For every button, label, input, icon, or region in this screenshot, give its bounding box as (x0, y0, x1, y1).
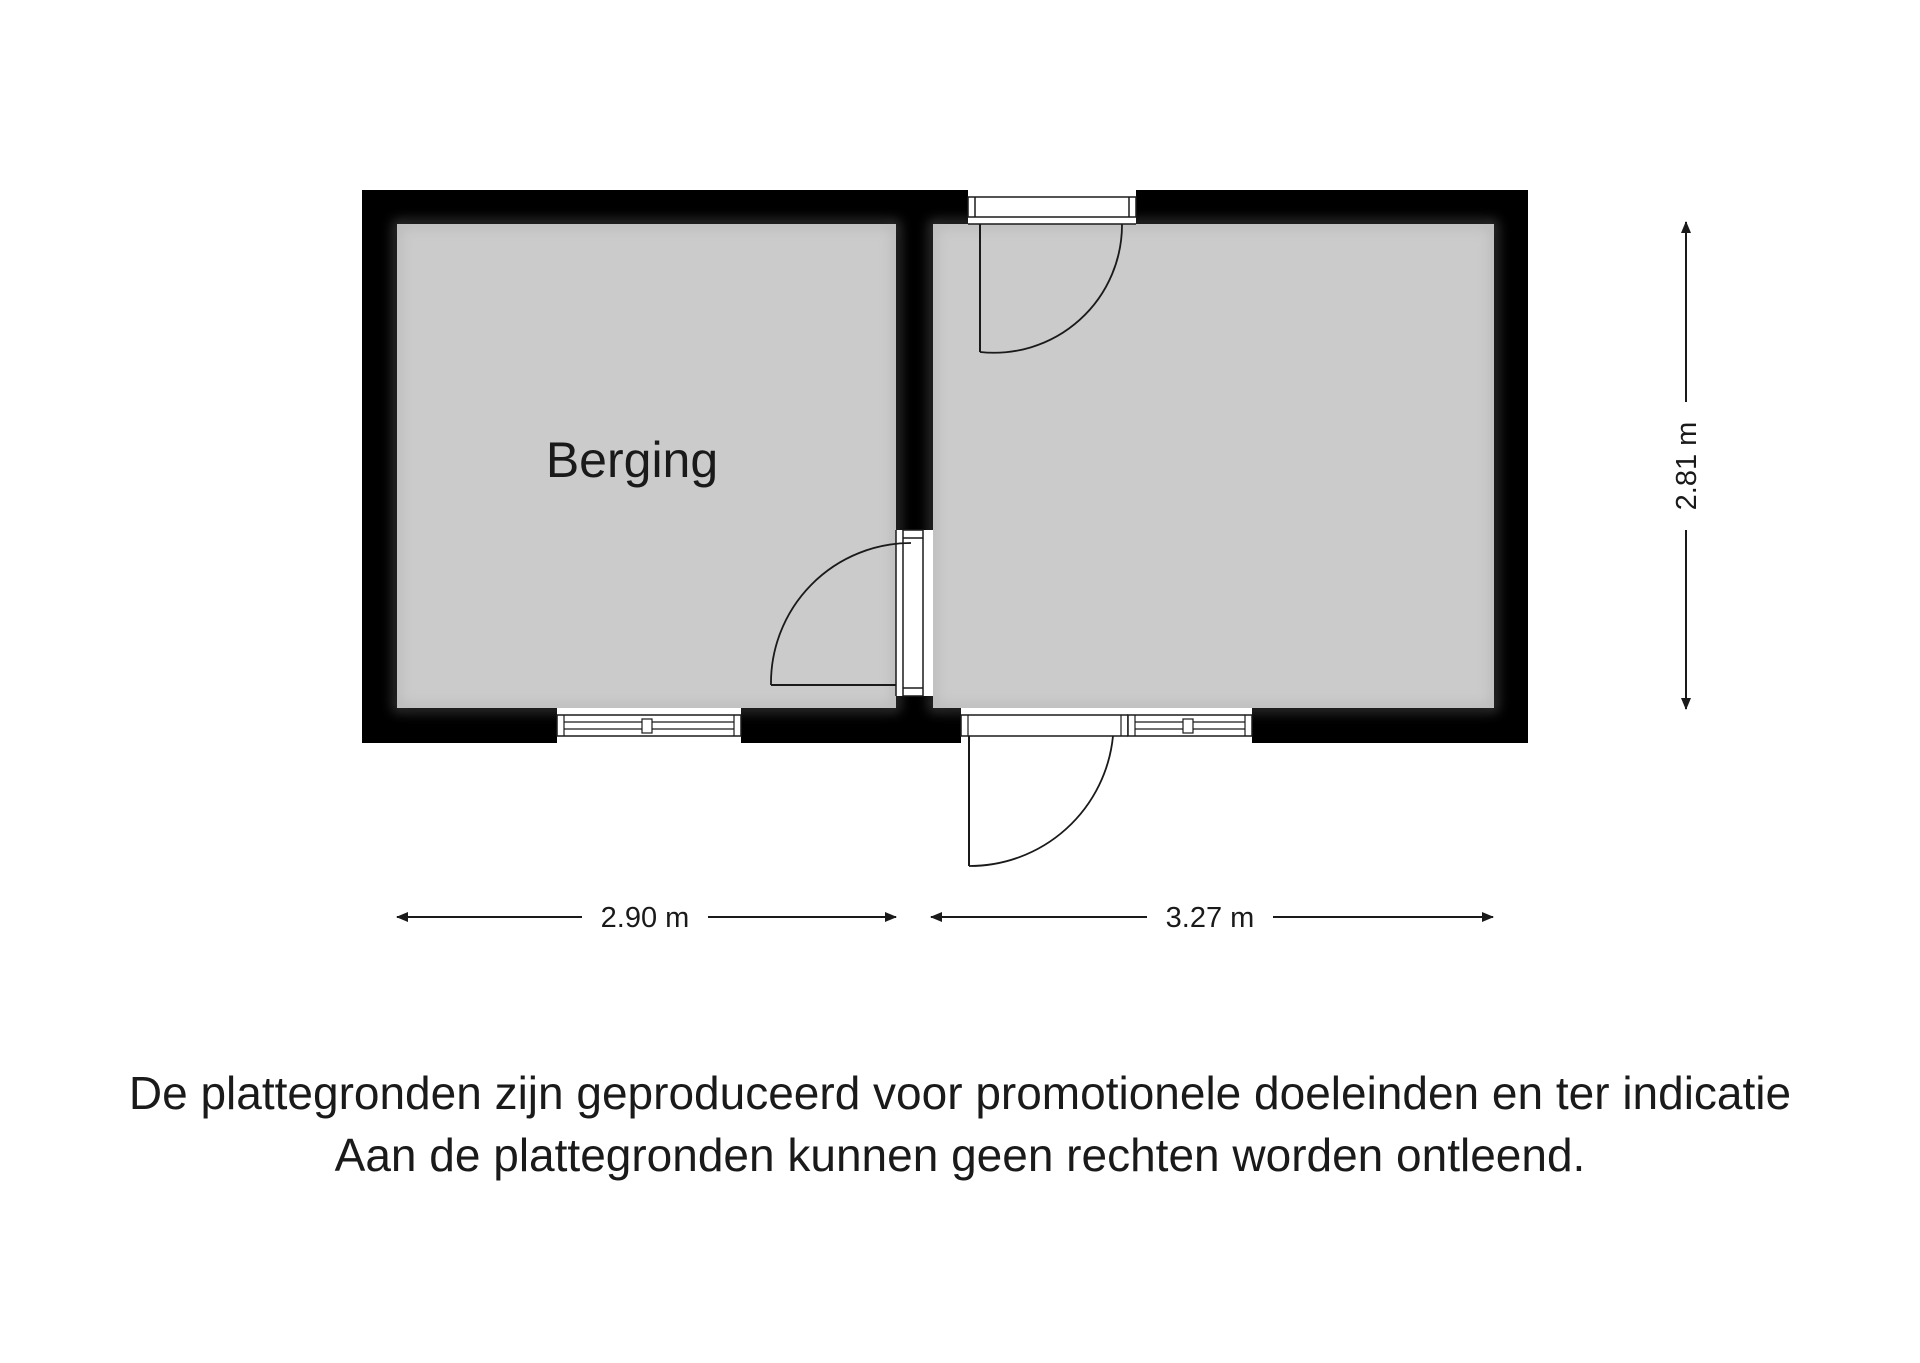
disclaimer-line-1: De plattegronden zijn geproduceerd voor promotionele doeleinden en ter indicatie (128, 1067, 1792, 1119)
disclaimer-line-2: Aan de plattegronden kunnen geen rechten worden ontleend. (334, 1129, 1586, 1181)
dimension-label-width-right: 3.27 m (1165, 902, 1255, 934)
room-label-berging: Berging (545, 432, 719, 488)
room-floor-right (933, 224, 1494, 708)
dimension-height (1671, 222, 1703, 709)
disclaimer (0, 1062, 1920, 1186)
dimension-label-width-left: 2.90 m (600, 902, 690, 934)
bottom-window-left (557, 708, 741, 743)
dimension-width-right (931, 902, 1493, 934)
bottom-door (961, 708, 1128, 866)
bottom-window-right (1128, 708, 1252, 743)
dimension-label-height: 2.81 m (1671, 421, 1703, 511)
dimension-width-left (397, 902, 896, 934)
